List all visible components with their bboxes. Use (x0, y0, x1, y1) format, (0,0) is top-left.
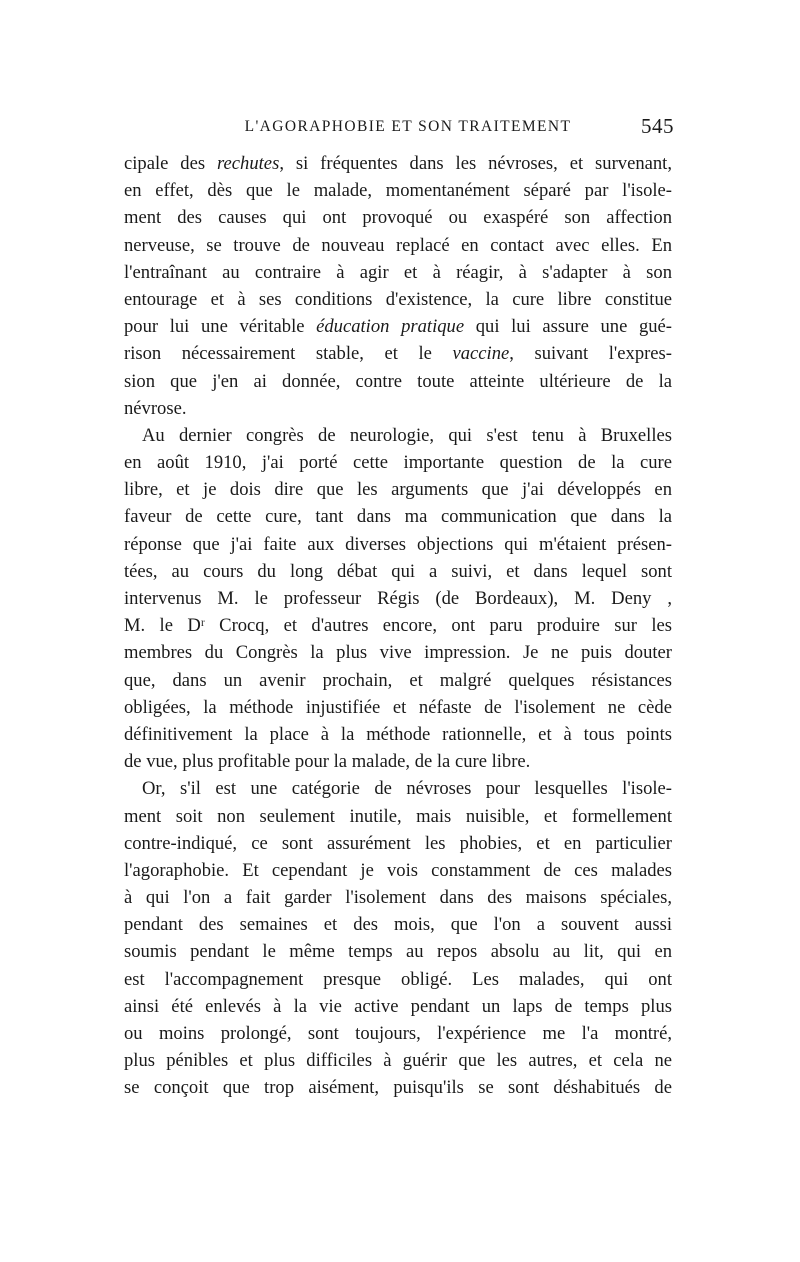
text-run: définitivement la place à la méthode rationnelle, et à tous points (124, 723, 672, 745)
text-run: obligées, la méthode injustifiée et néfaste de l'isolement ne cède (124, 696, 672, 718)
text-line (124, 1047, 672, 1074)
running-title: L'AGORAPHOBIE ET SON TRAITEMENT (244, 118, 572, 135)
text-run: cipale des (124, 153, 217, 174)
text-run: contre-indiqué, ce sont assurément les phobies, et en particulier (124, 832, 672, 854)
text-run: plus pénibles et plus difficiles à guérir que les autres, et cela ne (124, 1050, 672, 1072)
text-line (124, 911, 672, 938)
text-line (124, 259, 672, 286)
italic-text: éducation pratique (316, 316, 465, 338)
italic-text: vaccine (452, 343, 510, 365)
text-line (124, 340, 672, 367)
text-run: libre, et je dois dire que les arguments que j'ai développés en (124, 479, 672, 501)
text-run: pendant des semaines et des mois, que l'on a souvent aussi (124, 914, 672, 936)
text-run: tées, au cours du long débat qui a suivi, et dans lequel sont (124, 560, 672, 582)
text-line (124, 449, 672, 476)
text-run: faveur de cette cure, tant dans ma communication que dans la (124, 506, 672, 528)
text-run: pour lui une véritable (124, 316, 317, 338)
text-run: , suivant l'expres- (509, 343, 672, 365)
text-line (124, 721, 672, 748)
text-line (124, 585, 672, 612)
text-run: intervenus M. le professeur Régis (de Bordeaux), M. Deny , (124, 588, 672, 609)
text-run: rison nécessairement stable, et le (124, 343, 453, 365)
text-line (124, 938, 672, 965)
text-run: à qui l'on a fait garder l'isolement dans des maisons spéciales, (124, 887, 672, 909)
running-head (122, 114, 674, 138)
text-run: soumis pendant le même temps au repos absolu au lit, qui en (124, 941, 672, 963)
text-run: , si fréquentes dans les névroses, et survenant, (279, 153, 672, 174)
text-line (124, 857, 672, 884)
text-run: entourage et à ses conditions d'existence, la cure libre constitue (124, 288, 672, 310)
body-text (124, 150, 672, 1102)
text-run: l'entraînant au contraire à agir et à réagir, à s'adapter à son (124, 261, 672, 283)
text-line (124, 422, 672, 449)
text-line (124, 884, 672, 911)
text-run: Au dernier congrès de neurologie, qui s'est tenu à Bruxelles (142, 424, 672, 446)
page-number: 545 (641, 114, 674, 138)
text-line (124, 748, 672, 775)
text-line (124, 803, 672, 830)
text-run: nerveuse, se trouve de nouveau replacé en contact avec elles. En (124, 234, 672, 256)
text-line (124, 639, 672, 666)
text-line (124, 775, 672, 802)
text-run: ainsi été enlevés à la vie active pendant un laps de temps plus (124, 995, 672, 1017)
text-run: que, dans un avenir prochain, et malgré quelques résistances (124, 669, 672, 691)
text-run: névrose. (124, 397, 187, 419)
text-run: réponse que j'ai faite aux diverses objections qui m'étaient présen- (124, 533, 672, 555)
text-run: membres du Congrès la plus vive impression. Je ne puis douter (124, 642, 672, 664)
text-line (124, 993, 672, 1020)
text-run: ment soit non seulement inutile, mais nuisible, et formellement (124, 805, 672, 827)
text-line (124, 1020, 672, 1047)
text-run: de vue, plus profitable pour la malade, de la cure libre. (124, 751, 531, 773)
text-run: en août 1910, j'ai porté cette importante question de la cure (124, 452, 672, 474)
text-line (124, 694, 672, 721)
text-line (124, 368, 672, 395)
text-line (124, 395, 672, 422)
text-line (124, 204, 672, 231)
text-line (124, 177, 672, 204)
text-line (124, 966, 672, 993)
text-line (124, 286, 672, 313)
text-line (124, 531, 672, 558)
text-line (124, 150, 672, 177)
text-line (124, 232, 672, 259)
text-line (124, 612, 672, 639)
italic-text: rechutes (217, 153, 280, 174)
text-run: Or, s'il est une catégorie de névroses pour lesquelles l'isole- (142, 778, 672, 800)
text-run: en effet, dès que le malade, momentanément séparé par l'isole- (124, 180, 672, 202)
text-line (124, 667, 672, 694)
text-run: ment des causes qui ont provoqué ou exaspéré son affection (124, 207, 672, 229)
text-line (124, 558, 672, 585)
text-line (124, 1074, 672, 1101)
text-run: se conçoit que trop aisément, puisqu'ils se sont déshabitués de (124, 1077, 672, 1099)
text-run: est l'accompagnement presque obligé. Les malades, qui ont (124, 968, 672, 990)
text-run: qui lui assure une gué- (464, 316, 672, 338)
text-run: l'agoraphobie. Et cependant je vois constamment de ces malades (124, 859, 672, 881)
text-run: M. le Dʳ Crocq, et d'autres encore, ont paru produire sur les (124, 615, 672, 637)
text-line (124, 503, 672, 530)
text-line (124, 830, 672, 857)
text-line (124, 476, 672, 503)
text-run: sion que j'en ai donnée, contre toute atteinte ultérieure de la (124, 370, 672, 392)
text-line (124, 313, 672, 340)
text-run: ou moins prolongé, sont toujours, l'expérience me l'a montré, (124, 1023, 672, 1044)
